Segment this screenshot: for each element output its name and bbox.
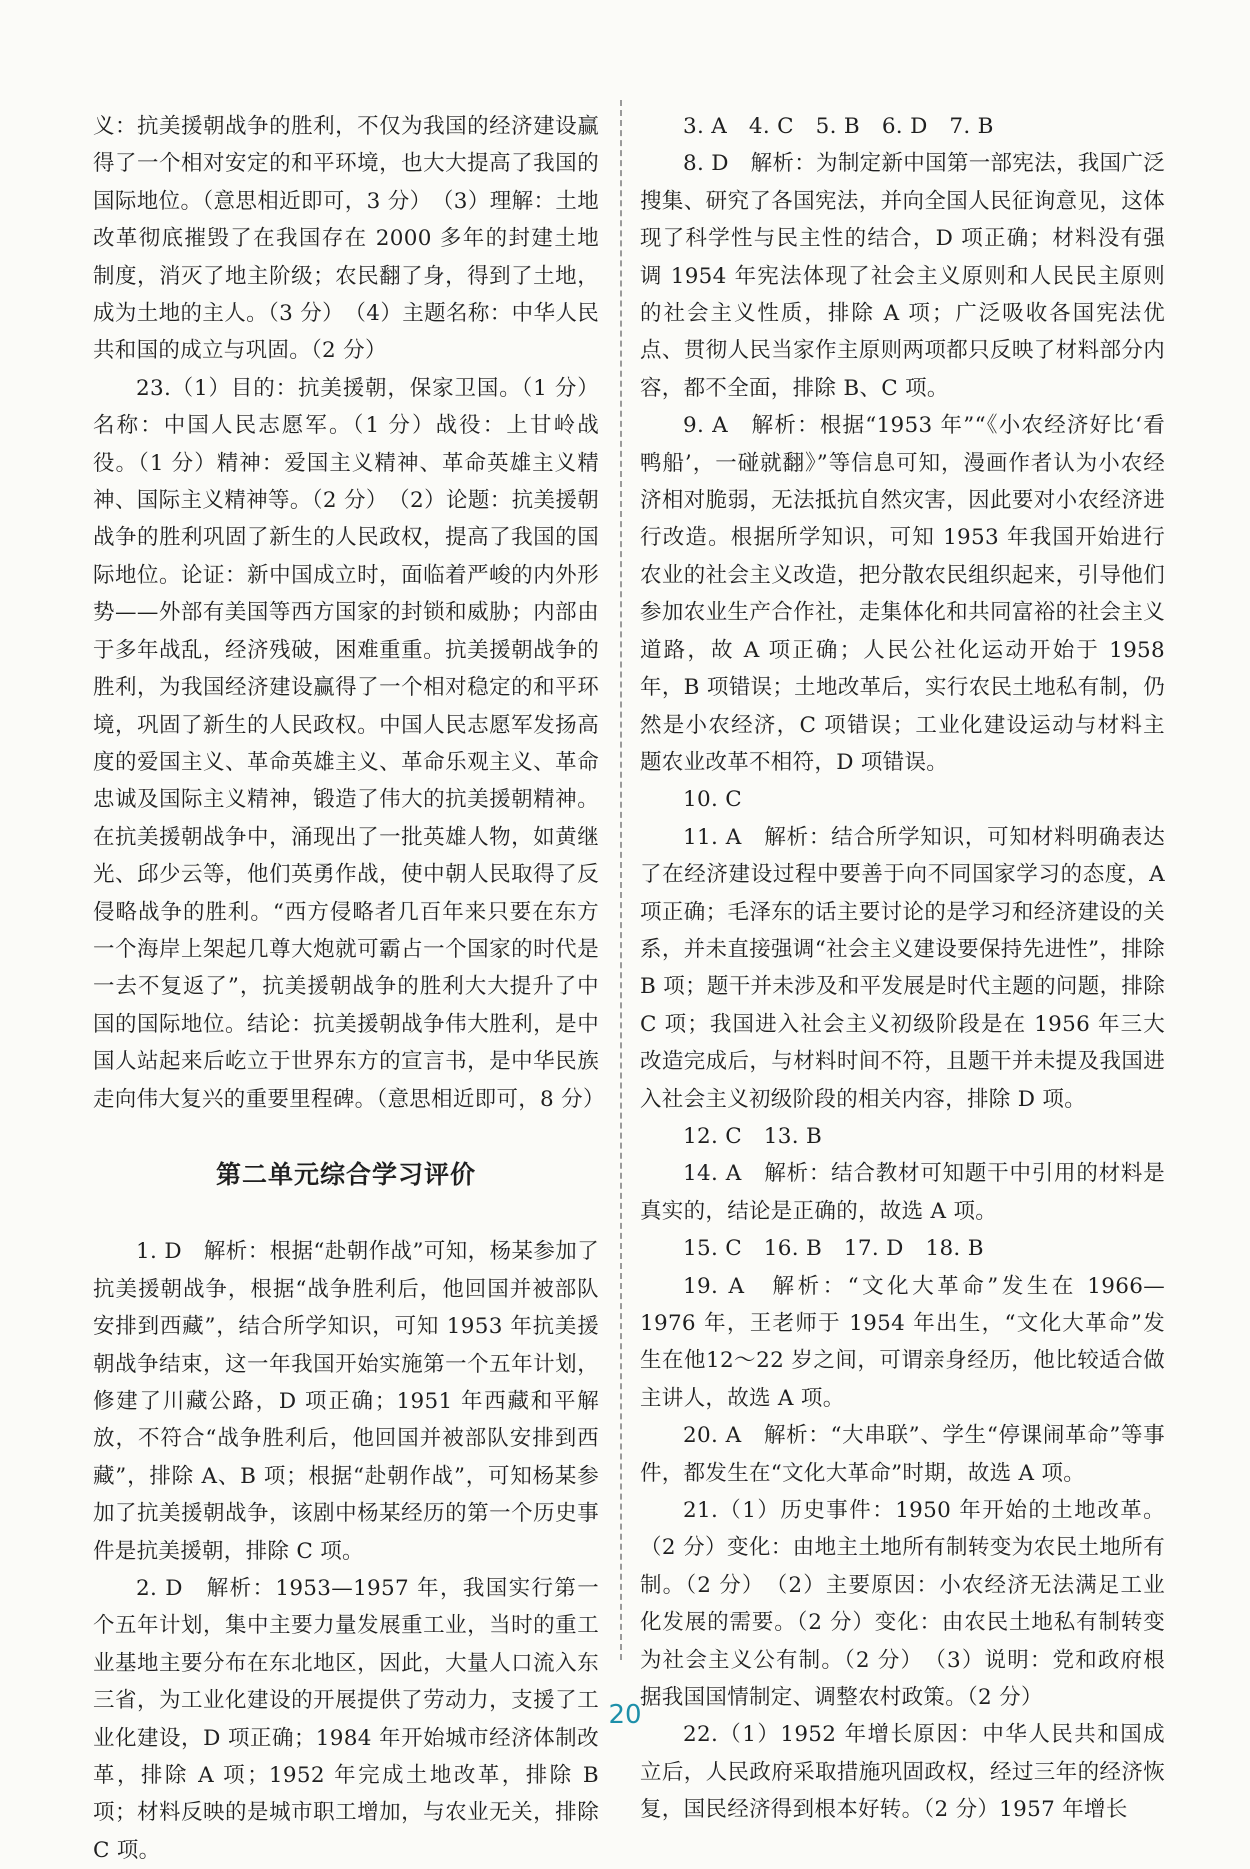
answer-paragraph-14: 14. A 解析：结合教材可知题干中引用的材料是真实的，结论是正确的，故选 A 项。 (640, 1161, 1165, 1224)
answer-paragraph-22: 22.（1）1952 年增长原因：中华人民共和国成立后，人民政府采取措施巩固政权，经过三年的经济恢复，国民经济得到根本好转。（2 分）1957 年增长 (640, 1722, 1165, 1823)
answer-paragraph-9: 9. A 解析：根据“1953 年”“《小农经济好比‘看鸭船’，一碰就翻》”等信息可知，漫画作者认为小农经济相对脆弱，无法抵抗自然灾害，因此要对小农经济进行改造。根据所学知识，可知 1953 年我国开始进行农业的社会主义改造，把分散农民组织起来，引导他们参加农业生产合作社，走集体化和共同富裕的社会主义道路，故 A 项正确；人民公社化运动开始于 1958 年，B 项错误；土地改革后，实行农民土地私有制，仍然是小农经济，C 项错误；工业化建设运动与材料主题农业改革不相符，D 项错误。 (640, 413, 1165, 775)
left-column (93, 108, 605, 1869)
answer-paragraph-cont: 义：抗美援朝战争的胜利，不仅为我国的经济建设赢得了一个相对安定的和平环境，也大大提高了我国的国际地位。（意思相近即可，3 分） （3）理解：土地改革彻底摧毁了在我国存在 2000 多年的封建土地制度，消灭了地主阶级；农民翻了身，得到了土地，成为土地的主人。（3 分） （4）主题名称：中华人民共和国的成立与巩固。（2 分） (93, 114, 599, 364)
answer-paragraph-11: 11. A 解析：结合所学知识，可知材料明确表达了在经济建设过程中要善于向不同国家学习的态度，A 项正确；毛泽东的话主要讨论的是学习和经济建设的关系，并未直接强调“社会主义建设要保持先进性”，排除 B 项；题干并未涉及和平发展是时代主题的问题，排除 C 项；我国进入社会主义初级阶段是在 1956 年三大改造完成后，与材料时间不符，且题干并未提及我国进入社会主义初级阶段的相关内容，排除 D 项。 (640, 824, 1165, 1112)
answer-paragraph-21: 21.（1）历史事件：1950 年开始的土地改革。（2 分）变化：由地主土地所有制转变为农民土地所有制。（2 分） （2）主要原因：小农经济无法满足工业化发展的需要。（2 分）变化：由农民土地私有制转变为社会主义公有制。（2 分） （3）说明：党和政府根据我国国情制定、调整农村政策。（2 分） (640, 1498, 1165, 1711)
section-title: 第二单元综合学习评价 (215, 1159, 476, 1189)
answer-line-12-13: 12. C 13. B (683, 1123, 823, 1149)
answer-paragraph-19: 19. A 解析：“文化大革命”发生在 1966—1976 年，王老师于 1954 年出生，“文化大革命”发生在他12～22 岁之间，可谓亲身经历，他比较适合做主讲人，故选 A 项。 (640, 1273, 1165, 1411)
answer-line-10: 10. C (683, 787, 742, 813)
page-number: 20 (608, 1700, 642, 1730)
answer-paragraph-23: 23.（1）目的：抗美援朝，保家卫国。（1 分）名称：中国人民志愿军。（1 分）战役：上甘岭战役。（1 分）精神：爱国主义精神、革命英雄主义精神、国际主义精神等。（2 分） （2）论题：抗美援朝战争的胜利巩固了新生的人民政权，提高了我国的国际地位。论证：新中国成立时，面临着严峻的内外形势——外部有美国等西方国家的封锁和威胁；内部由于多年战乱，经济残破，困难重重。抗美援朝战争的胜利，为我国经济建设赢得了一个相对稳定的和平环境，巩固了新生的人民政权。中国人民志愿军发扬高度的爱国主义、革命英雄主义、革命乐观主义、革命忠诚及国际主义精神，锻造了伟大的抗美援朝精神。在抗美援朝战争中，涌现出了一批英雄人物，如黄继光、邱少云等，他们英勇作战，使中朝人民取得了反侵略战争的胜利。“西方侵略者几百年来只要在东方一个海岸上架起几尊大炮就可霸占一个国家的时代是一去不复返了”，抗美援朝战争的胜利大大提升了中国的国际地位。结论：抗美援朝战争伟大胜利，是中国人站起来后屹立于世界东方的宣言书，是中华民族走向伟大复兴的重要里程碑。（意思相近即可，8 分） (93, 375, 605, 1112)
right-column (640, 108, 1165, 1829)
answer-line-15-18: 15. C 16. B 17. D 18. B (683, 1236, 984, 1262)
answer-paragraph-1: 1. D 解析：根据“赴朝作战”可知，杨某参加了抗美援朝战争，根据“战争胜利后，他回国并被部队安排到西藏”，结合所学知识，可知 1953 年抗美援朝战争结束，这一年我国开始实施第一个五年计划，修建了川藏公路，D 项正确；1951 年西藏和平解放，不符合“战争胜利后，他回国并被部队安排到西藏”，排除 A、B 项；根据“赴朝作战”，可知杨某参加了抗美援朝战争，该剧中杨某经历的第一个历史事件是抗美援朝，排除 C 项。 (93, 1239, 599, 1564)
column-divider (620, 100, 622, 1660)
answer-paragraph-2: 2. D 解析：1953—1957 年，我国实行第一个五年计划，集中主要力量发展重工业，当时的重工业基地主要分布在东北地区，因此，大量人口流入东三省，为工业化建设的开展提供了劳动力，支援了工业化建设，D 项正确；1984 年开始城市经济体制改革，排除 A 项；1952 年完成土地改革，排除 B 项；材料反映的是城市职工增加，与农业无关，排除 C 项。 (93, 1576, 599, 1863)
answer-paragraph-8: 8. D 解析：为制定新中国第一部宪法，我国广泛搜集、研究了各国宪法，并向全国人民征询意见，这体现了科学性与民主性的结合，D 项正确；材料没有强调 1954 年宪法体现了社会主义原则和人民民主原则的社会主义性质，排除 A 项；广泛吸收各国宪法优点、贯彻人民当家作主原则两项都只反映了材料部分内容，都不全面，排除 B、C 项。 (640, 151, 1165, 401)
answer-line-3-7: 3. A 4. C 5. B 6. D 7. B (683, 114, 994, 139)
answer-paragraph-20: 20. A 解析：“大串联”、学生“停课闹革命”等事件，都发生在“文化大革命”时期，故选 A 项。 (640, 1423, 1165, 1486)
